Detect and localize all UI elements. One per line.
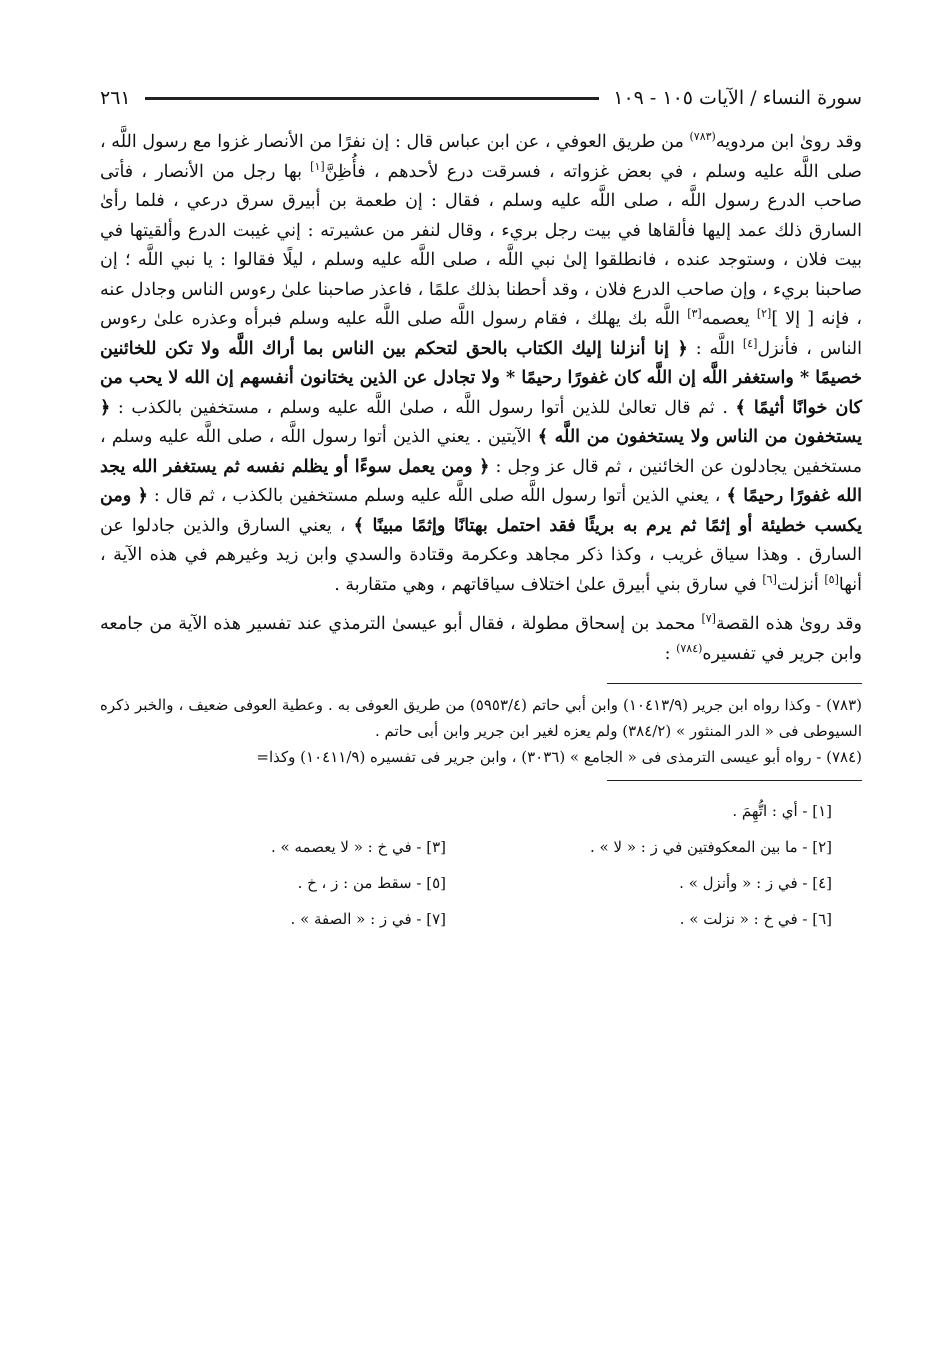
footnote-ref: (٧٨٤)	[676, 641, 703, 655]
surah-title: سورة النساء / الآيات ١٠٥ - ١٠٩	[613, 87, 862, 109]
note-6: [٦] - في خ : « نزلت » .	[679, 910, 832, 928]
footnotes	[100, 692, 862, 770]
paragraph-1	[100, 128, 862, 600]
text: من طريق العوفي ، عن ابن عباس قال : إن نفرًا من الأنصار غزوا مع رسول اللَّه ، صلى اللَّه عليه وسلم ، في بعض غزواته ، فسرقت درع لأحدهم ، فأُظِنَّ	[100, 132, 862, 182]
note-ref: [٢]	[756, 307, 772, 321]
running-header	[100, 78, 862, 118]
note-ref: [٣]	[687, 307, 702, 321]
text: . ثم قال تعالىٰ للذين أتوا رسول اللَّه ، صلىٰ اللَّه عليه وسلم ، مستخفين بالكذب :	[110, 397, 736, 418]
text: يعصمه	[701, 309, 757, 329]
text: وقد روىٰ ابن مردويه	[715, 132, 862, 152]
page	[100, 78, 862, 1338]
footnote-ref: (٧٨٣)	[689, 130, 716, 144]
main-text	[100, 128, 862, 669]
text: اللَّه بك يهلك ، فقام رسول اللَّه صلى اللَّه عليه وسلم فبرأه وعذره علىٰ رءوس الناس ، فأنزل	[100, 309, 862, 359]
note-ref: [٧]	[701, 612, 716, 626]
text: ، يعني الذين أتوا رسول اللَّه صلى اللَّه عليه وسلم مستخفين بالكذب ، ثم قال :	[147, 486, 727, 506]
text: الآيتين . يعني الذين أتوا رسول اللَّه ، صلى اللَّه عليه وسلم ، مستخفين يجادلون عن الخائنين ، ثم قال عز وجل :	[100, 427, 863, 477]
note-ref: [٦]	[762, 572, 777, 586]
text: :	[664, 643, 677, 664]
text: بها رجل من الأنصار ، فأتى صاحب الدرع رسول اللَّه ، صلى اللَّه عليه وسلم ، فقال : إن طعمة بن أبيرق سرق درعي ، فلما رأىٰ السارق ذلك عمد إليها فألقاها في بيت رجل بريء ، وقال لنفر من عشيرته : إني غيبت الدرع وألقيتها في بيت فلان ، وستوجد عنده ، فانطلقوا إلىٰ نبي اللَّه ، صلى اللَّه عليه وسلم ، ليلًا فقالوا : يا نبي اللَّه ؛ إن صاحبنا بريء ، وإن صاحب الدرع فلان ، وقد أحطنا بذلك علمًا ، فاعذر صاحبنا علىٰ رءوس الناس وجادل عنه ، فإنه [ إلا ]	[100, 161, 862, 329]
note-ref: [٥]	[824, 572, 839, 586]
note-ref: [٤]	[742, 336, 758, 350]
note-3: [٣] - في خ : « لا يعصمه » .	[271, 838, 446, 856]
quran-quote: ﴿ ومن يعمل سوءًا أو يظلم نفسه ثم يستغفر الله يجد الله غفورًا رحيمًا ﴾	[100, 456, 862, 506]
note-5: [٥] - سقط من : ز ، خ .	[297, 874, 446, 892]
note-4: [٤] - في ز : « وأنزل » .	[679, 874, 832, 892]
text: محمد بن إسحاق مطولة ، فقال أبو عيسىٰ الترمذي عند تفسير هذه الآية من جامعه وابن جرير في تفسيره	[100, 614, 862, 664]
text: في سارق بني أبيرق علىٰ اختلاف سياقاتهم ، وهي متقاربة .	[334, 574, 763, 595]
quran-quote: ﴿ إنا أنزلنا إليك الكتاب بالحق لتحكم بين الناس بما أراك اللَّه ولا تكن للخائنين خصيمًا * واستغفر اللَّه إن اللَّه كان غفورًا رحيمًا * ولا تجادل عن الذين يختانون أنفسهم إن الله لا يحب من كان خوانًا أثيمًا ﴾	[100, 338, 862, 418]
footnote-783: (٧٨٣) - وكذا رواه ابن جرير (١٠٤١٣/٩) وابن أبي حاتم (٥٩٥٣/٤) من طريق العوفى به . وعطية العوفى ضعيف ، والخبر ذكره السيوطى فى « الدر المنثور » (٣٨٤/٢) ولم يعزه لغير ابن جرير وابن أبى حاتم .	[100, 696, 862, 740]
note-1: [١] - أي : اتُّهِمَ .	[732, 802, 832, 820]
note-2: [٢] - ما بين المعكوفتين في ز : « لا » .	[590, 838, 832, 856]
quran-quote: ﴿ يستخفون من الناس ولا يستخفون من اللَّه ﴾	[100, 397, 862, 447]
text: وقد روىٰ هذه القصة	[715, 614, 862, 634]
note-empty	[100, 793, 446, 829]
editorial-notes	[100, 793, 862, 937]
note-7: [٧] - في ز : « الصفة » .	[290, 910, 446, 928]
text: أنزلت	[776, 574, 825, 595]
note-ref: [١]	[310, 159, 325, 173]
header-rule	[145, 97, 600, 100]
paragraph-2	[100, 610, 862, 669]
page-number: ٢٦١	[100, 87, 131, 109]
footnote-separator	[607, 683, 862, 684]
text: اللَّه :	[687, 338, 743, 359]
quran-quote: ﴿ ومن يكسب خطيئة أو إثمًا ثم يرم به بريئًا فقد احتمل بهتانًا وإثمًا مبينًا ﴾	[100, 486, 862, 536]
notes-separator	[607, 780, 862, 781]
footnote-784: (٧٨٤) - رواه أبو عيسى الترمذى فى « الجامع » (٣٠٣٦) ، وابن جرير فى تفسيره (١٠٤١١/٩) وكذا=	[256, 748, 862, 766]
text: ، يعني السارق والذين جادلوا عن السارق . وهذا سياق غريب ، وكذا ذكر مجاهد وعكرمة وقتادة والسدي وابن زيد وغيرهم في هذه الآية ، أنها	[100, 515, 862, 595]
